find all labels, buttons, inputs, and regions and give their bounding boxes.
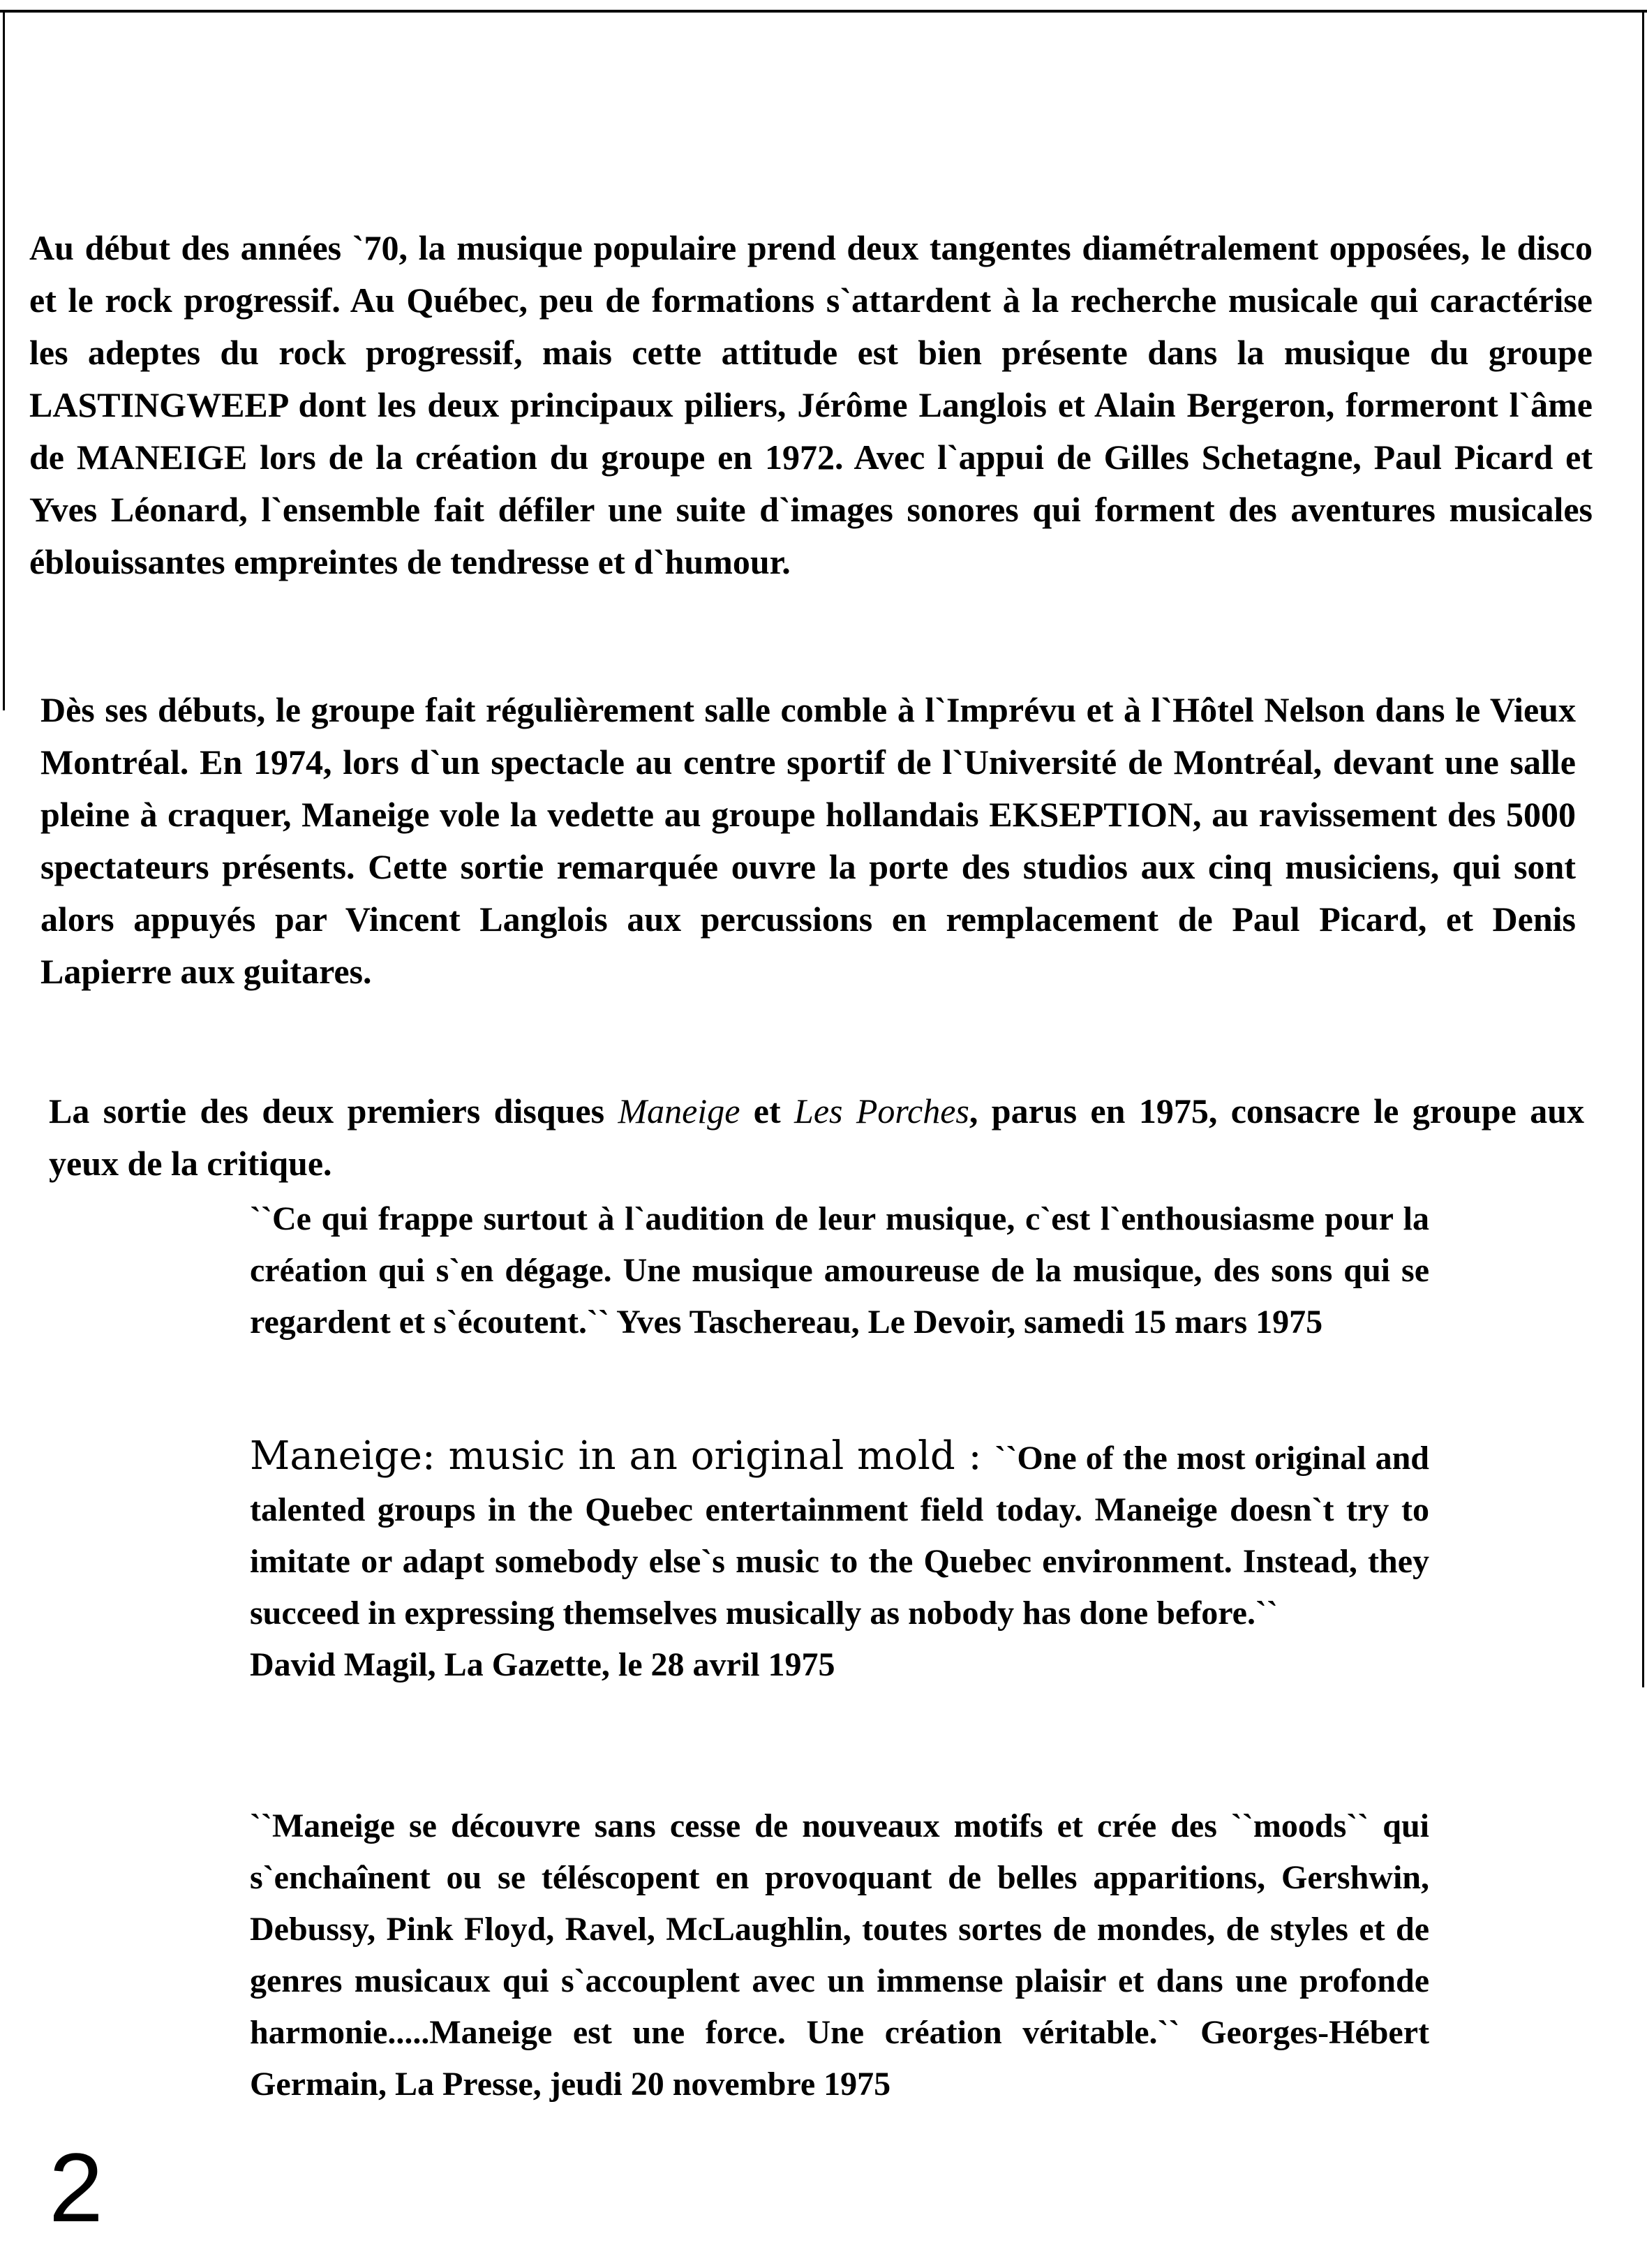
- album-title-maneige: Maneige: [618, 1091, 740, 1131]
- page-number: 2: [49, 2133, 103, 2242]
- first-albums-text-end: , parus en 1975, consacre le groupe aux yeux de la critique.: [49, 1091, 1585, 1183]
- quote-la-gazette: [250, 1431, 1429, 1691]
- quote-headline: Maneige: music in an original mold :: [250, 1433, 995, 1479]
- left-border-rule: [3, 13, 5, 710]
- intro-paragraph: Au début des années `70, la musique populaire prend deux tangentes diamétralement opposées, le disco et le rock progressif. Au Québec, peu de formations s`attardent à la recherche musicale qui caractérise les adeptes du rock progressif, mais cette attitude est bien présente dans la musique du groupe LASTINGWEEP dont les deux principaux piliers, Jérôme Langlois et Alain Bergeron, formeront l`âme de MANEIGE lors de la création du groupe en 1972. Avec l`appui de Gilles Schetagne, Paul Picard et Yves Léonard, l`ensemble fait défiler une suite d`images sonores qui forment des aventures musicales éblouissantes empreintes de tendresse et d`humour.: [29, 228, 1593, 581]
- quote-le-devoir: ``Ce qui frappe surtout à l`audition de leur musique, c`est l`enthousiasme pour la création qui s`en dégage. Une musique amoureuse de la musique, des sons qui se regardent et s`écoutent.`` Yves Taschereau, Le Devoir, samedi 15 mars 1975: [250, 1200, 1429, 1341]
- quote-body: ``One of the most original and talented groups in the Quebec entertainment field today. Maneige doesn`t try to imitate or adapt somebody else`s music to the Quebec environment. Instead, they succeed in expressing themselves musically as nobody has done before.``: [250, 1440, 1429, 1632]
- quote-source: David Magil, La Gazette, le 28 avril 1975: [250, 1646, 835, 1683]
- first-albums-text-start: La sortie des deux premiers disques: [49, 1091, 618, 1131]
- right-border-rule: [1642, 13, 1644, 1687]
- early-years-paragraph: Dès ses débuts, le groupe fait régulièrement salle comble à l`Imprévu et à l`Hôtel Nelson dans le Vieux Montréal. En 1974, lors d`un spectacle au centre sportif de l`Université de Montréal, devant une salle pleine à craquer, Maneige vole la vedette au groupe hollandais EKSEPTION, au ravissement des 5000 spectateurs présents. Cette sortie remarquée ouvre la porte des studios aux cinq musiciens, qui sont alors appuyés par Vincent Langlois aux percussions en remplacement de Paul Picard, et Denis Lapierre aux guitares.: [40, 690, 1576, 991]
- album-title-les-porches: Les Porches: [794, 1091, 969, 1131]
- first-albums-text-and: et: [740, 1091, 795, 1131]
- quote-la-presse: ``Maneige se découvre sans cesse de nouveaux motifs et crée des ``moods`` qui s`enchaînent ou se téléscopent en provoquant de belles apparitions, Gershwin, Debussy, Pink Floyd, Ravel, McLaughlin, toutes sortes de mondes, de styles et de genres musicaux qui s`accouplent avec un immense plaisir et dans une profonde harmonie.....Maneige est une force. Une création véritable.`` Georges-Hébert Germain, La Presse, jeudi 20 novembre 1975: [250, 1807, 1429, 2103]
- top-border-rule: [0, 10, 1647, 13]
- first-albums-paragraph: [49, 1085, 1584, 1190]
